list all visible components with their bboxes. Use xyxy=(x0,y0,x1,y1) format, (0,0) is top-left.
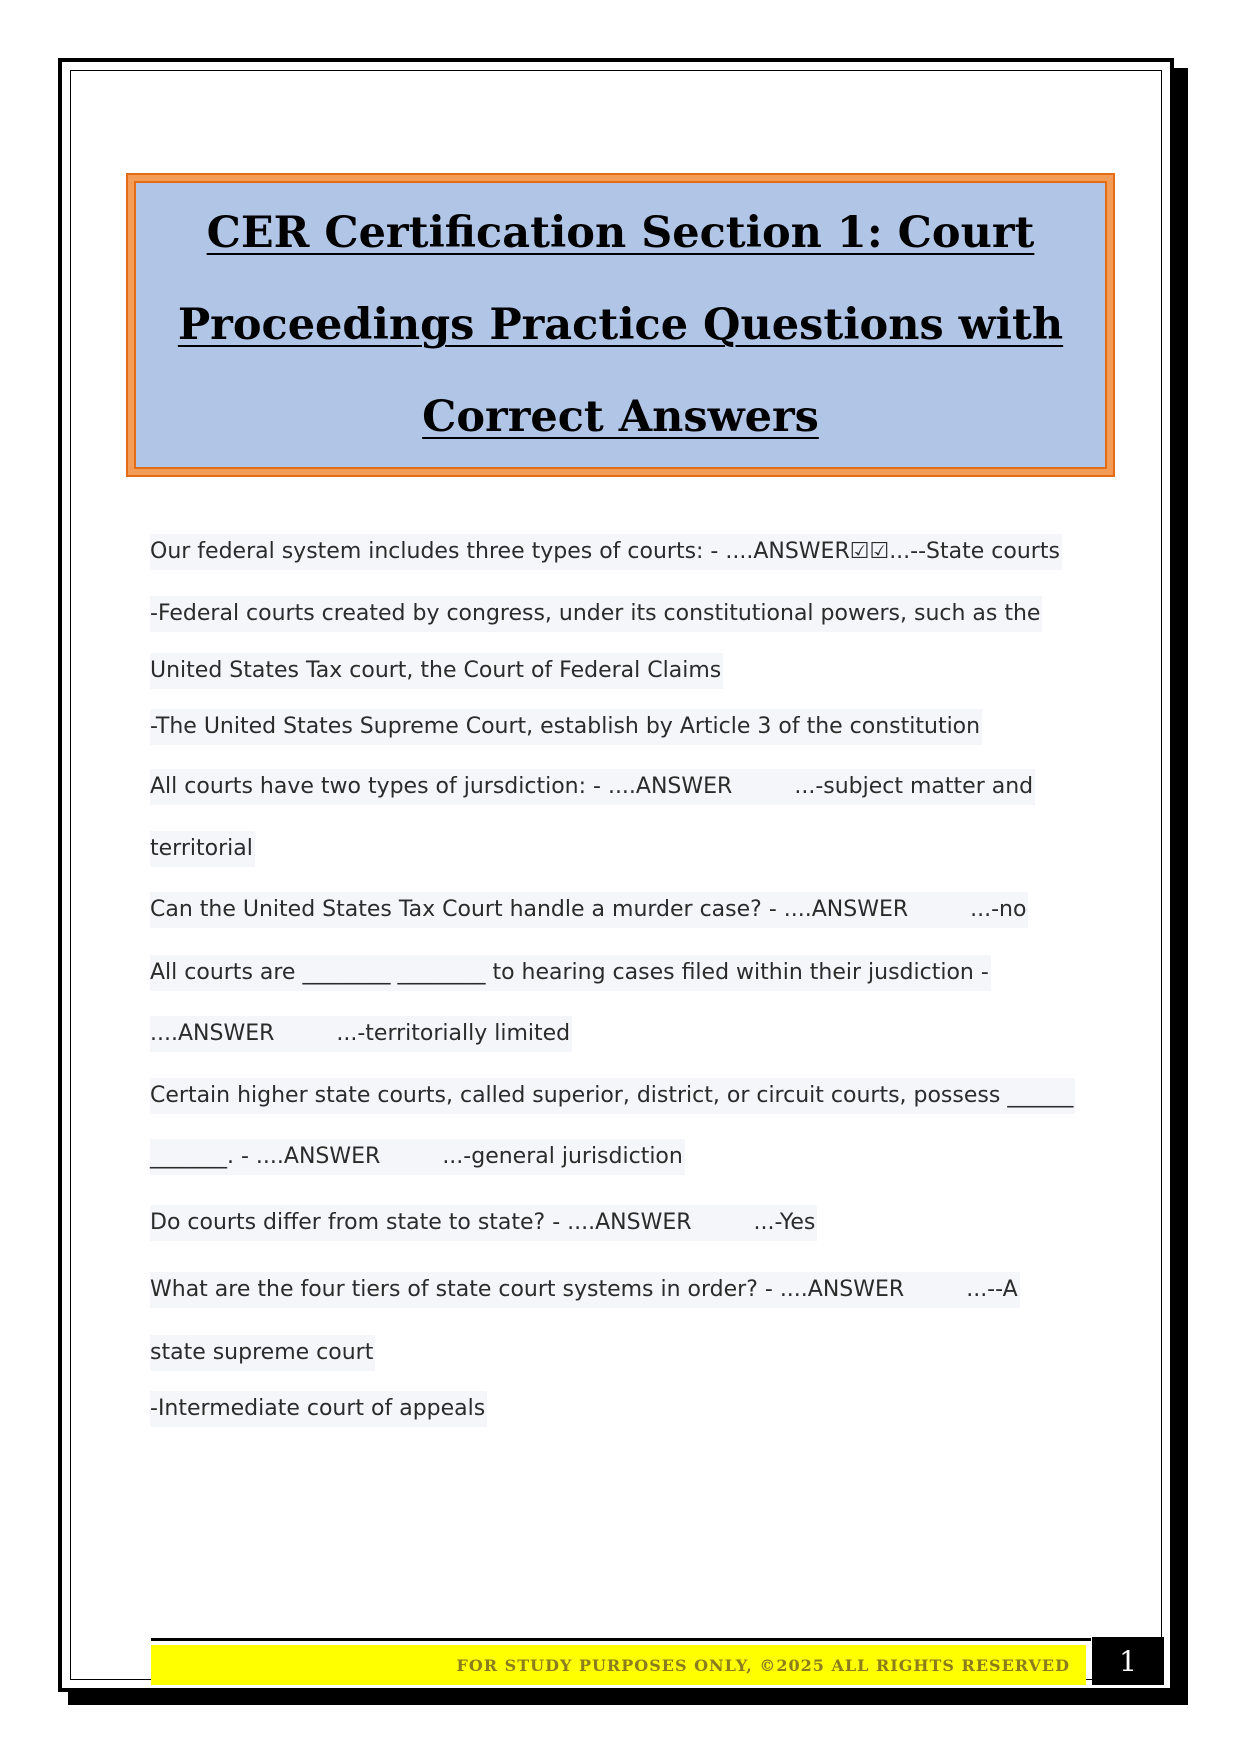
page-number: 1 xyxy=(1092,1637,1164,1685)
document-title-line-3: Correct Answers xyxy=(422,392,819,442)
document-title-line-2: Proceedings Practice Questions with xyxy=(177,300,1064,350)
title-box xyxy=(126,173,1115,477)
text-line: All courts have two types of jursdiction: - ....ANSWER ...-subject matter and xyxy=(150,769,1035,805)
text-line: What are the four tiers of state court systems in order? - ....ANSWER ...--A xyxy=(150,1272,1020,1308)
text-line: territorial xyxy=(150,831,255,867)
footer-rule xyxy=(151,1638,1091,1641)
text-line: All courts are ________ ________ to hearing cases filed within their jusdiction - xyxy=(150,955,991,991)
footer-text: FOR STUDY PURPOSES ONLY, ©2025 ALL RIGHTS RESERVED xyxy=(456,1655,1070,1675)
document-title-line-1: CER Certification Section 1: Court xyxy=(206,208,1035,258)
text-line: state supreme court xyxy=(150,1335,375,1371)
footer-bar xyxy=(151,1645,1086,1685)
text-line: Can the United States Tax Court handle a murder case? - ....ANSWER ...-no xyxy=(150,892,1028,928)
text-line: Our federal system includes three types of courts: - ....ANSWER☑☑...--State courts xyxy=(150,534,1062,570)
text-line: -The United States Supreme Court, establish by Article 3 of the constitution xyxy=(150,709,982,745)
text-line: Certain higher state courts, called superior, district, or circuit courts, possess ______ xyxy=(150,1078,1075,1114)
text-line: ....ANSWER ...-territorially limited xyxy=(150,1016,572,1052)
text-line: -Intermediate court of appeals xyxy=(150,1391,487,1427)
text-line: _______. - ....ANSWER ...-general jurisdiction xyxy=(150,1139,685,1175)
text-line: United States Tax court, the Court of Federal Claims xyxy=(150,653,723,689)
title-inner xyxy=(134,181,1107,469)
text-line: Do courts differ from state to state? - ....ANSWER ...-Yes xyxy=(150,1205,817,1241)
text-line: -Federal courts created by congress, under its constitutional powers, such as the xyxy=(150,596,1042,632)
